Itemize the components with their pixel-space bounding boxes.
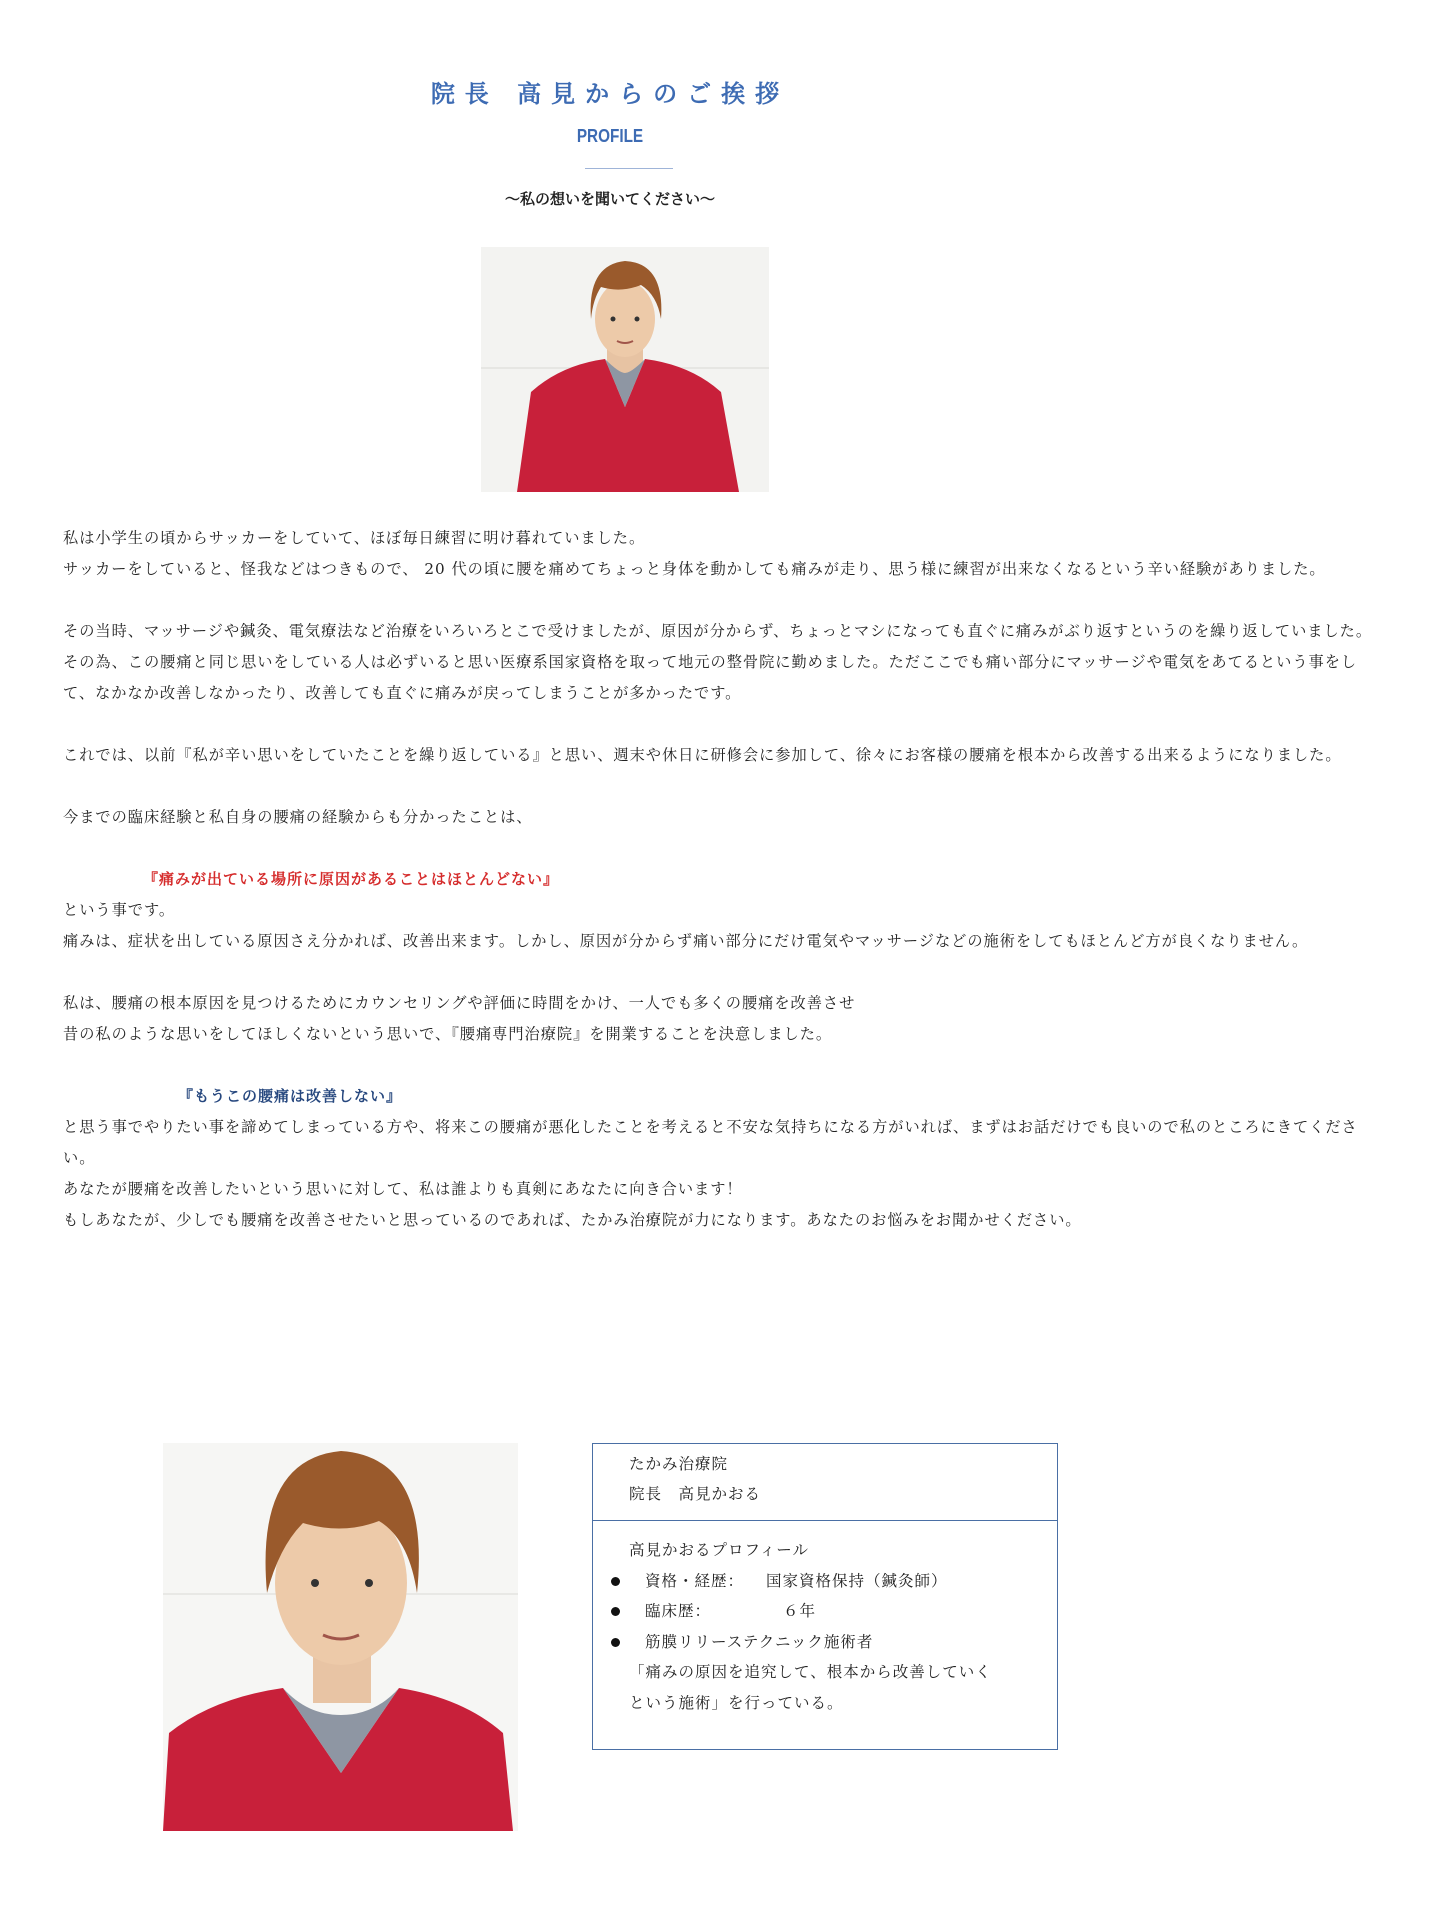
profile-card [592, 1443, 1058, 1750]
profile-card-body [593, 1521, 1057, 1718]
paragraph: 痛みは、症状を出している原因さえ分かれば、改善出来ます。しかし、原因が分からず痛い部分にだけ電気やマッサージなどの施術をしてもほとんど方が良くなりません。 [63, 932, 1309, 950]
profile-item-label: 臨床歴： [645, 1602, 712, 1620]
profile-item [629, 1596, 1057, 1627]
profile-item [629, 1566, 1057, 1597]
profile-item [629, 1627, 1057, 1658]
paragraph: その当時、マッサージや鍼灸、電気療法など治療をいろいろとこで受けましたが、原因が分からず、ちょっとマシになっても直ぐに痛みがぶり返すというのを繰り返していました。 [63, 622, 1373, 640]
paragraph: 今までの臨床経験と私自身の腰痛の経験からも分かったことは、 [63, 808, 533, 826]
paragraph: 昔の私のような思いをしてほしくないという思いで、『腰痛専門治療院』を開業することを決意しました。 [63, 1025, 833, 1043]
profile-item-label: 筋膜リリーステクニック施術者 [645, 1632, 874, 1651]
profile-card-header [593, 1444, 1057, 1521]
page-title: 院長 高見からのご挨拶 [430, 80, 790, 108]
profile-note: という施術」を行っている。 [629, 1693, 844, 1712]
bullet-icon [611, 1577, 620, 1586]
page-subtitle: PROFILE [576, 126, 644, 146]
title-divider [585, 168, 673, 169]
profile-item-value: ６年 [783, 1602, 817, 1620]
paragraph: あなたが腰痛を改善したいという思いに対して、私は誰よりも真剣にあなたに向き合います！ [63, 1180, 743, 1198]
greeting-body [63, 523, 1383, 1236]
bullet-icon [611, 1607, 620, 1616]
paragraph: サッカーをしていると、怪我などはつきもので、 20 代の頃に腰を痛めてちょっと身体を動かしても痛みが走り、思う様に練習が出来なくなるという辛い経験がありました。 [63, 560, 1326, 578]
portrait-photo-top [481, 247, 769, 492]
paragraph: 私は、腰痛の根本原因を見つけるためにカウンセリングや評価に時間をかけ、一人でも多くの腰痛を改善させ [63, 994, 856, 1012]
profile-note: 「痛みの原因を追究して、根本から改善していく [629, 1663, 992, 1681]
profile-item-label: 資格・経歴： [645, 1571, 745, 1590]
paragraph: と思う事でやりたい事を諦めてしまっている方や、将来この腰痛が悪化したことを考えると不安な気持ちになる方がいれば、まずはお話だけでも良いので私のところにきてください。 [63, 1118, 1358, 1167]
director-name: 院長 高見かおる [629, 1485, 762, 1503]
paragraph: その為、この腰痛と同じ思いをしている人は必ずいると思い医療系国家資格を取って地元の整骨院に勤めました。ただここでも痛い部分にマッサージや電気をあてるという事をして、なかなか改善しなかったり、改善しても直ぐに痛みが戻ってしまうことが多かったです。 [63, 653, 1358, 702]
profile-item-value: 国家資格保持（鍼灸師） [766, 1571, 948, 1590]
paragraph: という事です。 [63, 901, 176, 919]
paragraph: これでは、以前『私が辛い思いをしていたことを繰り返している』と思い、週末や休日に研修会に参加して、徐々にお客様の腰痛を根本から改善する出来るようになりました。 [63, 746, 1342, 764]
highlight-quote-blue: 『もうこの腰痛は改善しない』 [178, 1087, 403, 1105]
paragraph: もしあなたが、少しでも腰痛を改善させたいと思っているのであれば、たかみ治療院が力になります。あなたのお悩みをお聞かせください。 [63, 1211, 1082, 1229]
portrait-photo-bottom [163, 1443, 518, 1831]
tagline: 〜私の想いを聞いてください〜 [504, 190, 715, 208]
bullet-icon [611, 1638, 620, 1647]
paragraph: 私は小学生の頃からサッカーをしていて、ほぼ毎日練習に明け暮れていました。 [63, 529, 646, 547]
clinic-name: たかみ治療院 [629, 1455, 729, 1473]
profile-heading: 高見かおるプロフィール [629, 1541, 809, 1559]
highlight-quote-red: 『痛みが出ている場所に原因があることはほとんどない』 [143, 870, 560, 888]
